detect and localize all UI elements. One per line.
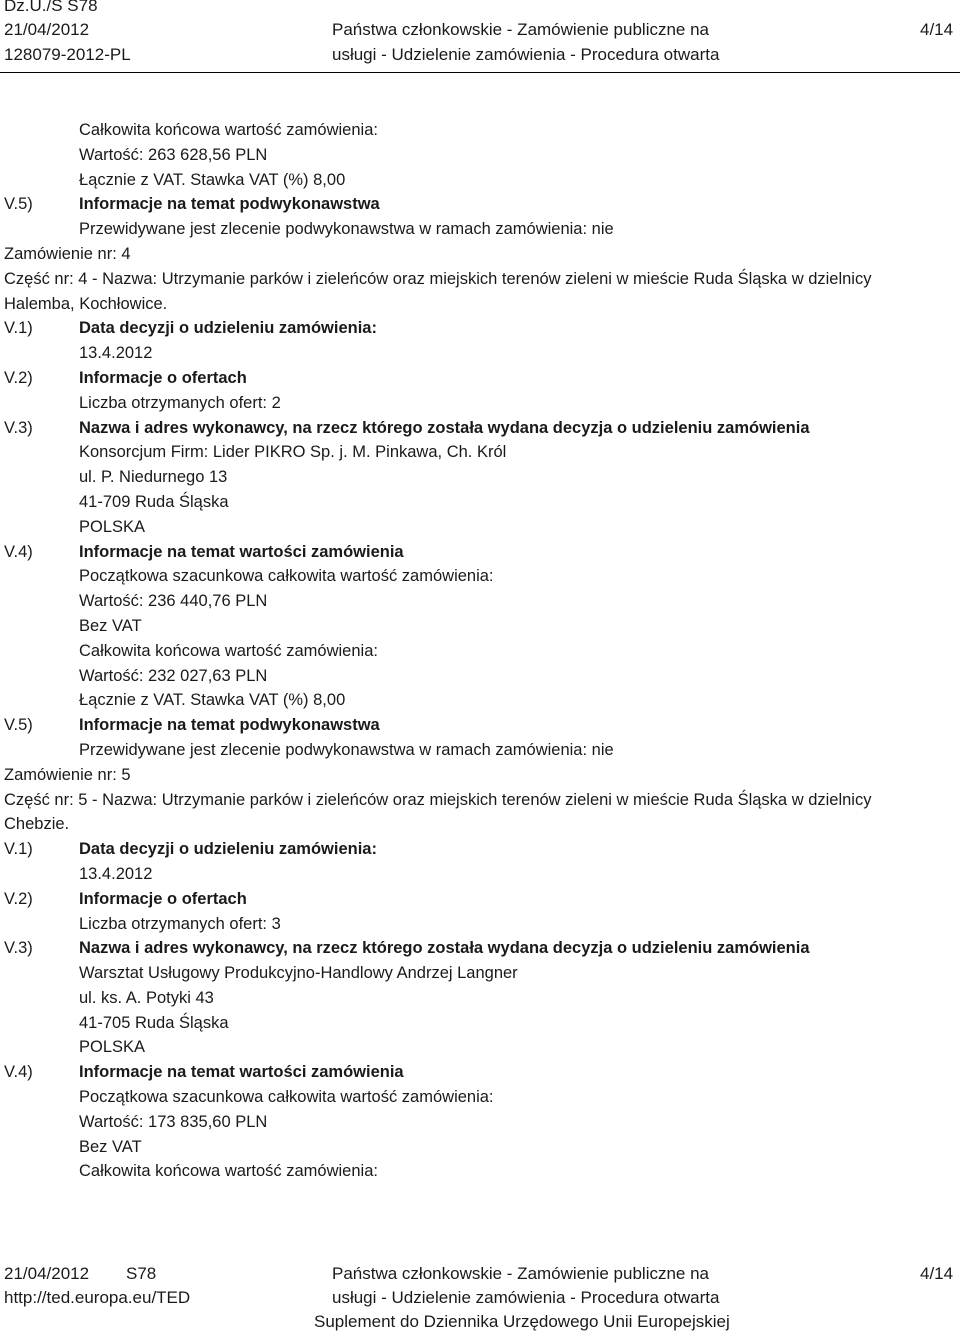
order4-row xyxy=(0,490,960,515)
header-page-number: 4/14 xyxy=(920,20,954,39)
order4-row xyxy=(0,341,960,366)
section-text: Całkowita końcowa wartość zamówienia: xyxy=(79,641,378,660)
order4-row xyxy=(0,738,960,763)
order5-row xyxy=(0,1085,960,1110)
section-text: Łącznie z VAT. Stawka VAT (%) 8,00 xyxy=(79,170,346,189)
section-heading: Nazwa i adres wykonawcy, na rzecz którego została wydana decyzja o udzieleniu zamówienia xyxy=(79,418,810,437)
section-text: 41-709 Ruda Śląska xyxy=(79,492,229,511)
section-heading: Informacje na temat podwykonawstwa xyxy=(79,195,380,214)
order5-row xyxy=(0,936,960,961)
section-heading: Informacje na temat wartości zamówienia xyxy=(79,542,404,561)
footer-title-line2: usługi - Udzielenie zamówienia - Procedura otwarta xyxy=(332,1288,720,1307)
footer-date: 21/04/2012 xyxy=(4,1264,90,1283)
header-date: 21/04/2012 xyxy=(4,20,90,39)
section-number: V.5) xyxy=(4,716,33,735)
order5-title: Zamówienie nr: 5 xyxy=(4,765,131,784)
journal-ref: Dz.U./S S78 xyxy=(4,0,98,15)
order4-row xyxy=(0,515,960,540)
order3-row xyxy=(0,217,960,242)
order5-row xyxy=(0,862,960,887)
order4-row xyxy=(0,366,960,391)
order5-title-row xyxy=(0,763,960,788)
order4-row xyxy=(0,664,960,689)
order5-row xyxy=(0,1060,960,1085)
order4-row xyxy=(0,614,960,639)
order5-row xyxy=(0,912,960,937)
order4-row xyxy=(0,688,960,713)
order4-row xyxy=(0,440,960,465)
footer-title-line1: Państwa członkowskie - Zamówienie publiczne na xyxy=(332,1264,710,1283)
section-text: Całkowita końcowa wartość zamówienia: xyxy=(79,121,378,139)
section-text: Początkowa szacunkowa całkowita wartość zamówienia: xyxy=(79,1088,494,1107)
section-number: V.4) xyxy=(4,542,33,561)
footer-series: S78 xyxy=(126,1264,157,1283)
order4-section xyxy=(0,316,960,762)
section-heading: Data decyzji o udzieleniu zamówienia: xyxy=(79,840,377,859)
order3-row xyxy=(0,143,960,168)
order4-row xyxy=(0,316,960,341)
section-heading: Nazwa i adres wykonawcy, na rzecz którego została wydana decyzja o udzieleniu zamówienia xyxy=(79,939,810,958)
order5-part-row-2 xyxy=(0,812,960,837)
section-text: Łącznie z VAT. Stawka VAT (%) 8,00 xyxy=(79,691,346,710)
section-text: 13.4.2012 xyxy=(79,864,153,883)
section-number: V.5) xyxy=(4,195,33,214)
order5-row xyxy=(0,887,960,912)
section-text: Wartość: 236 440,76 PLN xyxy=(79,592,268,611)
order4-row xyxy=(0,564,960,589)
section-text: Liczba otrzymanych ofert: 3 xyxy=(79,914,281,933)
footer-supplement: Suplement do Dziennika Urzędowego Unii Europejskiej xyxy=(314,1312,730,1331)
section-text: Przewidywane jest zlecenie podwykonawstwa w ramach zamówienia: nie xyxy=(79,740,614,759)
page-footer xyxy=(0,1262,960,1334)
order4-row xyxy=(0,589,960,614)
section-number: V.2) xyxy=(4,368,33,387)
section-text: Bez VAT xyxy=(79,1137,142,1156)
order4-row xyxy=(0,465,960,490)
section-text: Warsztat Usługowy Produkcyjno-Handlowy Andrzej Langner xyxy=(79,964,518,983)
order4-title: Zamówienie nr: 4 xyxy=(4,244,131,263)
order4-part-row xyxy=(0,267,960,292)
section-number: V.3) xyxy=(4,939,33,958)
order3-row xyxy=(0,192,960,217)
order5-row xyxy=(0,1110,960,1135)
order5-part-line1: Część nr: 5 - Nazwa: Utrzymanie parków i zieleńców oraz miejskich terenów zieleni w mieście Ruda Śląska w dzielnicy xyxy=(4,790,872,809)
order4-row xyxy=(0,416,960,441)
header-title-line1: Państwa członkowskie - Zamówienie publiczne na xyxy=(332,20,710,39)
header-title-line2: usługi - Udzielenie zamówienia - Procedura otwarta xyxy=(332,45,720,64)
order4-row xyxy=(0,540,960,565)
section-text: Początkowa szacunkowa całkowita wartość zamówienia: xyxy=(79,567,494,586)
notice-content xyxy=(0,118,960,1184)
order3-tail-section xyxy=(0,118,960,242)
section-text: Wartość: 232 027,63 PLN xyxy=(79,666,268,685)
section-text: 41-705 Ruda Śląska xyxy=(79,1013,229,1032)
section-text: Bez VAT xyxy=(79,616,142,635)
order4-row xyxy=(0,639,960,664)
order3-row xyxy=(0,168,960,193)
section-heading: Data decyzji o udzieleniu zamówienia: xyxy=(79,319,377,338)
section-text: ul. P. Niedurnego 13 xyxy=(79,468,228,487)
order5-row xyxy=(0,1011,960,1036)
order5-part-row xyxy=(0,788,960,813)
section-text: Wartość: 173 835,60 PLN xyxy=(79,1112,268,1131)
order5-row xyxy=(0,1035,960,1060)
section-number: V.3) xyxy=(4,418,33,437)
section-number: V.1) xyxy=(4,319,33,338)
order5-row xyxy=(0,986,960,1011)
footer-page-number: 4/14 xyxy=(920,1264,954,1283)
order5-row xyxy=(0,961,960,986)
section-number: V.4) xyxy=(4,1063,33,1082)
order4-part-line1: Część nr: 4 - Nazwa: Utrzymanie parków i zieleńców oraz miejskich terenów zieleni w mieście Ruda Śląska w dzielnicy xyxy=(4,269,872,288)
section-heading: Informacje na temat wartości zamówienia xyxy=(79,1063,404,1082)
order5-row xyxy=(0,837,960,862)
order4-row xyxy=(0,391,960,416)
page-header xyxy=(0,0,960,70)
section-heading: Informacje na temat podwykonawstwa xyxy=(79,716,380,735)
section-text: Konsorcjum Firm: Lider PIKRO Sp. j. M. Pinkawa, Ch. Król xyxy=(79,443,507,462)
order3-row xyxy=(0,118,960,143)
order4-row xyxy=(0,713,960,738)
section-text: POLSKA xyxy=(79,517,146,536)
section-text: Przewidywane jest zlecenie podwykonawstwa w ramach zamówienia: nie xyxy=(79,220,614,239)
section-heading: Informacje o ofertach xyxy=(79,368,247,387)
section-text: Liczba otrzymanych ofert: 2 xyxy=(79,393,281,412)
section-text: POLSKA xyxy=(79,1038,146,1057)
section-text: 13.4.2012 xyxy=(79,344,153,363)
section-text: ul. ks. A. Potyki 43 xyxy=(79,988,214,1007)
order5-row xyxy=(0,1159,960,1184)
order4-part-row-2 xyxy=(0,292,960,317)
order5-row xyxy=(0,1135,960,1160)
order4-title-row xyxy=(0,242,960,267)
section-heading: Informacje o ofertach xyxy=(79,889,247,908)
order5-section xyxy=(0,837,960,1184)
section-text: Wartość: 263 628,56 PLN xyxy=(79,145,268,164)
section-text: Całkowita końcowa wartość zamówienia: xyxy=(79,1162,378,1181)
section-number: V.1) xyxy=(4,840,33,859)
footer-url: http://ted.europa.eu/TED xyxy=(4,1288,191,1307)
section-number: V.2) xyxy=(4,889,33,908)
header-divider xyxy=(0,72,960,73)
order4-part-line2: Halemba, Kochłowice. xyxy=(4,294,168,313)
order5-part-line2: Chebzie. xyxy=(4,815,70,834)
notice-number: 128079-2012-PL xyxy=(4,45,131,64)
